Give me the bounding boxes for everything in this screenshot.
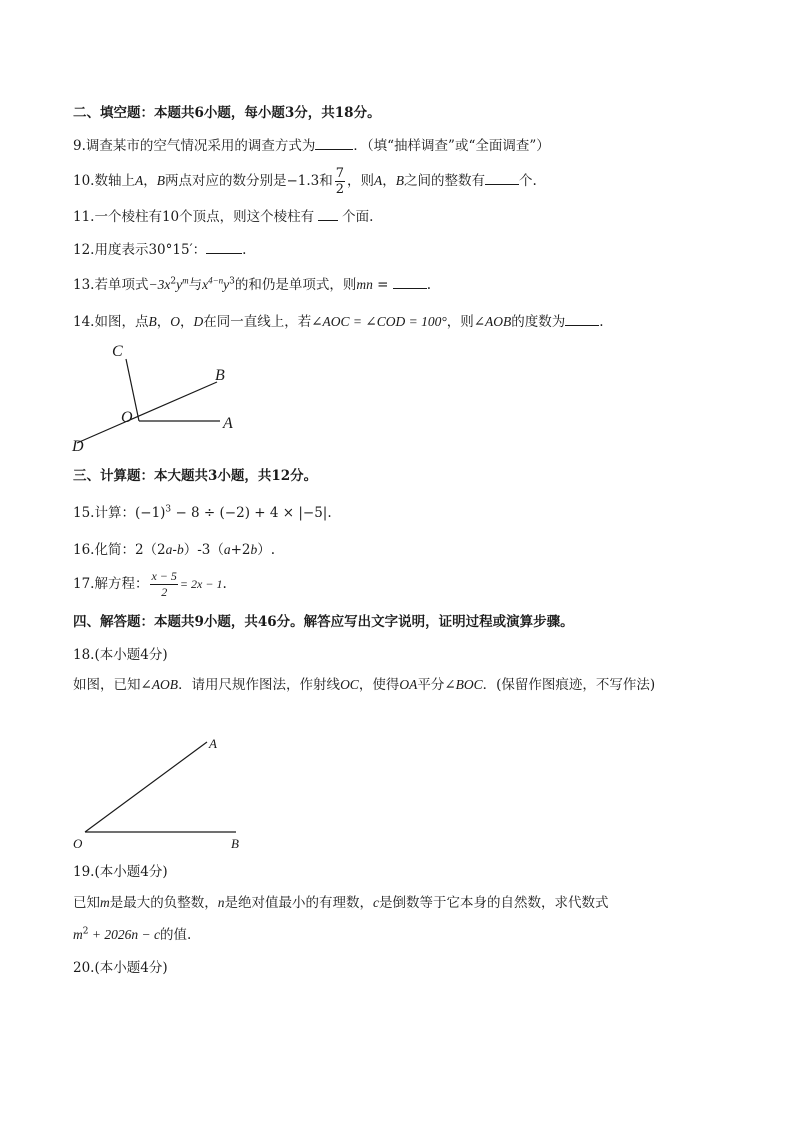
q16-end: ）. — [257, 542, 276, 558]
question-12 — [73, 239, 246, 260]
q12-text: 12.用度表示30°15′： — [73, 242, 207, 258]
var-a: a — [165, 542, 173, 557]
section-3-header: 三、计算题：本大题共3小题，共12分。 — [73, 468, 318, 484]
plus-two: +2 — [230, 542, 251, 558]
q14-text-tail: 的度数为 — [511, 314, 566, 330]
q16-mid: ）-3（ — [183, 542, 224, 558]
q18-text-c: ，使得 — [358, 677, 400, 693]
exponent: 2 — [82, 926, 89, 937]
ray-oa — [85, 742, 207, 832]
label-o: O — [121, 409, 133, 426]
exponent: 4−n — [208, 275, 224, 286]
question-17 — [73, 567, 227, 601]
exponent: 3 — [229, 276, 235, 287]
q20-score: 20.(本小题4分) — [73, 960, 168, 976]
var-a: a — [223, 542, 231, 557]
q14-end: . — [599, 314, 604, 330]
label-b: B — [231, 836, 239, 851]
monomial-1: −3x — [148, 277, 171, 292]
q11-answer-blank[interactable] — [318, 206, 338, 221]
q10-sep: ， — [143, 173, 157, 189]
var-m: m — [100, 895, 110, 910]
algebraic-expression: + 2026n − c — [88, 927, 160, 942]
monomial-1-y: y — [176, 277, 183, 292]
q18-score: 18.(本小题4分) — [73, 647, 168, 663]
q19-text-3: 是绝对值最小的有理数， — [224, 895, 373, 911]
q17-text: 17.解方程： — [73, 576, 149, 592]
point-b: B — [148, 314, 157, 329]
var-c: c — [373, 895, 379, 910]
q15-expression: (−1) — [134, 505, 166, 521]
point-d: D — [193, 314, 204, 329]
label-b: B — [215, 367, 225, 384]
angle-boc: BOC — [455, 677, 483, 692]
fraction-denominator: 2 — [161, 585, 168, 599]
q14-sep: ， — [179, 314, 194, 330]
q18-text-b: ．请用尺规作图法，作射线 — [178, 677, 341, 693]
equals: = — [372, 277, 393, 293]
q10-text: 10.数轴上 — [73, 173, 135, 189]
q18-text-e: ．(保留作图痕迹，不写作法) — [482, 677, 656, 693]
q10-text-mid: 两点对应的数分别是 — [164, 173, 287, 189]
point-a: A — [374, 173, 383, 188]
q14-text: 14.如图，点 — [73, 314, 149, 330]
q14-answer-blank[interactable] — [565, 311, 599, 326]
angle-aob: AOB — [151, 677, 179, 692]
q19-text-4: 是倒数等于它本身的自然数，求代数式 — [379, 895, 609, 911]
point-b: B — [395, 173, 405, 188]
exponent: 3 — [165, 504, 172, 515]
q19-score: 19.(本小题4分) — [73, 864, 168, 880]
label-a: A — [209, 736, 217, 751]
q16-text: 16.化简：2（2 — [73, 542, 166, 558]
question-16 — [73, 540, 275, 560]
q11-suffix: 个面. — [342, 209, 374, 225]
q9-hint: ．（填“抽样调查”或“全面调查”） — [353, 138, 550, 154]
var-b: b — [176, 542, 184, 557]
q13-text-mid: 的和仍是单项式，则 — [234, 277, 357, 293]
question-18 — [73, 675, 655, 695]
ray-oa-label: OA — [399, 677, 418, 692]
var-b: b — [250, 542, 258, 557]
exponent: m — [182, 275, 189, 286]
label-a: A — [223, 415, 233, 432]
q13-answer-blank[interactable] — [393, 274, 427, 289]
fraction-denominator: 2 — [335, 182, 345, 197]
question-10 — [73, 166, 537, 197]
q19-text: 已知 — [73, 895, 100, 911]
question-19 — [73, 893, 609, 913]
q14-text-after: ，则 — [446, 314, 474, 330]
q9-text: 9.调查某市的空气情况采用的调查方式为 — [73, 138, 316, 154]
q12-answer-blank[interactable] — [206, 239, 242, 254]
angle-condition: ∠AOC = ∠COD = 100° — [311, 314, 447, 329]
label-c: C — [112, 343, 123, 360]
q19-text-2: 是最大的负整数， — [109, 895, 218, 911]
figure-14-angles — [60, 335, 260, 460]
fraction-7-2 — [335, 166, 345, 197]
monomial-2: x — [202, 277, 209, 292]
question-14 — [73, 311, 604, 332]
exponent: 2 — [170, 276, 177, 287]
q10-and: 和 — [319, 173, 333, 189]
label-o: O — [73, 836, 83, 851]
q10-text-tail: 之间的整数有 — [404, 173, 486, 189]
figure-18-angle-aob — [65, 730, 265, 855]
question-11 — [73, 206, 373, 227]
fraction-numerator: x − 5 — [151, 569, 177, 583]
q17-end: . — [222, 576, 227, 592]
q15-end: . — [327, 505, 332, 521]
q11-text: 11.一个棱柱有10个顶点，则这个棱柱有 — [73, 209, 315, 225]
q15-text: 15.计算： — [73, 505, 135, 521]
mn-product: mn — [356, 277, 373, 292]
q10-end: 个. — [519, 173, 537, 189]
var-m: m — [73, 927, 83, 942]
q19-text-5: 的值. — [159, 927, 192, 943]
section-4-header: 四、解答题：本题共9小题，共46分。解答应写出文字说明，证明过程或演算步骤。 — [73, 614, 574, 630]
question-19-expression — [73, 925, 191, 945]
monomial-2-y: y — [223, 277, 230, 292]
equation-fraction — [150, 569, 177, 600]
q10-sep: ， — [382, 173, 396, 189]
q10-value-1: −1.3 — [286, 173, 320, 189]
question-15 — [73, 503, 332, 523]
ray-oc-label: OC — [340, 677, 359, 692]
fraction-numerator: 7 — [335, 166, 345, 181]
q10-text-after: ，则 — [347, 173, 375, 189]
point-o: O — [170, 314, 180, 329]
equation-rhs: = 2x − 1 — [179, 577, 223, 591]
var-n: n — [217, 895, 225, 910]
label-d: D — [72, 438, 84, 455]
line-do-b — [77, 382, 217, 443]
question-13 — [73, 274, 431, 295]
q13-and: 与 — [188, 277, 203, 293]
question-9 — [73, 135, 550, 156]
q9-answer-blank[interactable] — [315, 135, 353, 150]
q14-sep: ， — [156, 314, 171, 330]
point-b: B — [156, 173, 165, 188]
point-a: A — [134, 173, 144, 188]
q13-text: 13.若单项式 — [73, 277, 149, 293]
q13-end: . — [426, 277, 432, 293]
q18-text-d: 平分∠ — [417, 677, 456, 693]
q12-end: . — [242, 242, 247, 258]
q18-text: 如图，已知∠ — [73, 677, 152, 693]
q14-text-mid: 在同一直线上，若 — [203, 314, 312, 330]
q15-expression-rest: − 8 ÷ (−2) + 4 × |−5| — [171, 505, 328, 521]
minus: - — [172, 542, 177, 558]
q10-answer-blank[interactable] — [485, 170, 519, 185]
angle-aob: ∠AOB — [473, 314, 512, 329]
section-2-header: 二、填空题：本题共6小题，每小题3分，共18分。 — [73, 105, 381, 121]
